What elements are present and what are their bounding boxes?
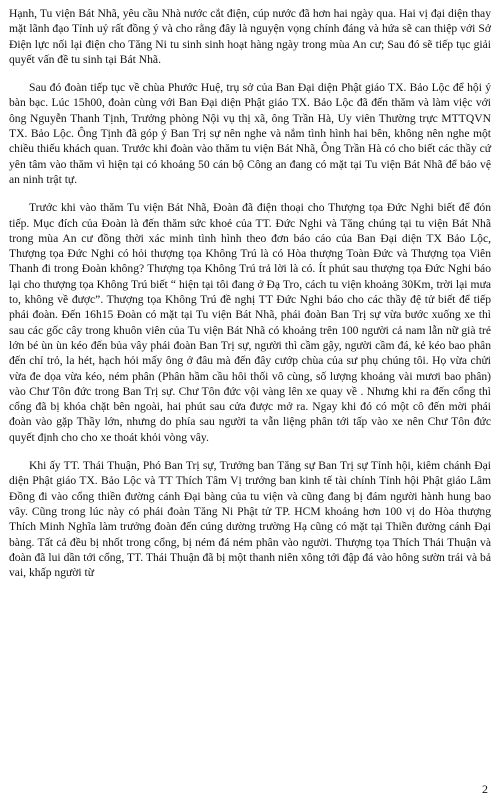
paragraph-2: Sau đó đoàn tiếp tục về chùa Phước Huệ, trụ sở của Ban Đại diện Phật giáo TX. Bảo Lộc để hội ý bàn bạc. Lúc 15h00, đoàn cùng với Ban Đại diện Phật giáo TX. Bảo Lộc đã đến thăm và làm việc với ông Nguyễn Thanh Tịnh, Trưởng phòng Nội vụ thị xã, ông Trần Hà, Uy viên Thường trực MTTQVN TX. Bảo Lộc. Ông Tịnh đã góp ý Ban Trị sự nên nghe và nắm tình hình hai bên, không nên nghe một chiều thiếu khách quan. Trước khi đoàn vào thăm tu viện Bát Nhã, Ông Trần Hà có cho biết các thầy cứ yên tâm vào thăm vì hiện tại có khoảng 50 cán bộ Công an đang có mặt tại Tu viện Bát Nhã để bảo vệ an ninh trật tự. bbox=[9, 81, 491, 186]
paragraph-4: Khi ấy TT. Thái Thuận, Phó Ban Trị sự, Trưởng ban Tăng sự Ban Trị sự Tỉnh hội, kiêm chánh Đại diện Phật giáo TX. Bảo Lộc và TT Thích Tâm Vị trưởng ban kinh tế tài chính Tỉnh hội Phật giáo Lâm Đồng đi vào cổng thiền đường cánh Đại bàng của tu viện và cũng đang bị đám người hành hung bao vây. Cũng trong lúc này có phái đoàn Tăng Ni Phật tử TP. HCM khoảng hơn 100 vị do Hòa thượng Thích Minh Nghĩa làm trưởng đoàn đến cúng dường trường Hạ cũng có mặt tại Thiền đường cánh Đại bàng. Tất cả đều bị nhốt trong cổng, bị ném đá ném phân vào người. Thượng tọa Thích Thái Thuận và đoàn đã lui dần tới cổng, TT. Thái Thuận đã bị một thanh niên xông tới đập đá vào hông sườn trái và bả vai, khấp người từ bbox=[9, 459, 491, 580]
paragraph-3: Trước khi vào thăm Tu viện Bát Nhã, Đoàn đã điện thoại cho Thượng tọa Đức Nghi biết để đón tiếp. Mục đích của Đoàn là đến thăm sức khoẻ của TT. Đức Nghi và Tăng chúng tại tu viện Bát Nhã trong mùa An cư đồng thời xác minh tình hình theo đơn báo cáo của Ban Đại diện TX Bảo Lộc, Thượng tọa Đức Nghi có hỏi thượng tọa Không Trú là có Hòa thượng Toàn Đức và Thượng tọa Viên Thanh đi trong Đoàn không? Thượng tọa Không Trú trả lời là có. Ít phút sau thượng tọa Đức Nghi báo lại cho thượng tọa Không Trú biết “ hiện tại tôi đang ở Đạ Tro, cách tu viện khoảng 30Km, trời lại mưa to, không về được”. Thượng tọa Không Trú đề nghị TT Đức Nghi báo cho các thầy đệ tử biết để tiếp phái đoàn. Đến 16h15 Đoàn có mặt tại Tu viện Bát Nhã, phái đoàn Ban Trị sự vừa bước xuống xe thì sau các gốc cây trong khuôn viên của Tu viện Bát Nhã có khoảng trên 100 người cả nam lẫn nữ già trẻ lớn bé ùn ùn kéo đến bủa vây phái đoàn Ban Trị sự, người thì cầm gậy, người cầm đá, kẻ kéo bao phân đến chỉ trỏ, la hét, hạch hỏi mấy ông ở đâu mà đến đây cướp chùa của sư phụ chúng tôi. Họ vừa chửi vừa đe dọa vừa kéo, ném phân (Phân hầm cầu hôi thối vô cùng, số lượng khoảng vài mươi bao phân) vào Chư Tôn đức trong Ban Trị sự. Chư Tôn đức vội vàng lên xe quay về . Nhưng khi ra đến cổng thì cổng đã bị khóa chặt bên ngoài, hai phút sau cửa được mở ra. Ngay khi đó có một cô đến mời phái đoàn vào gặp Thầy lớn, nhưng do phía sau người ta vẫn liệng phân tới tấp vào xe nên Chư Tôn đức quyết định cho cho xe thoát khỏi vòng vây. bbox=[9, 201, 491, 444]
paragraph-1: Hạnh, Tu viện Bát Nhã, yêu cầu Nhà nước cắt điện, cúp nước đã hơn hai ngày qua. Hai vị đại diện thay mặt lãnh đạo Tỉnh uỷ rất đồng ý và cho rằng đây là nguyện vọng chính đáng và hứa sẽ can thiệp với Sở Điện lực nối lại điện cho Tăng Ni tu sinh sinh hoạt hàng ngày trong mùa An cư; Sau đó sẽ tiếp tục giải quyết vấn đề tu sinh tại Bát Nhã. bbox=[9, 7, 491, 66]
page-number: 2 bbox=[482, 782, 488, 796]
